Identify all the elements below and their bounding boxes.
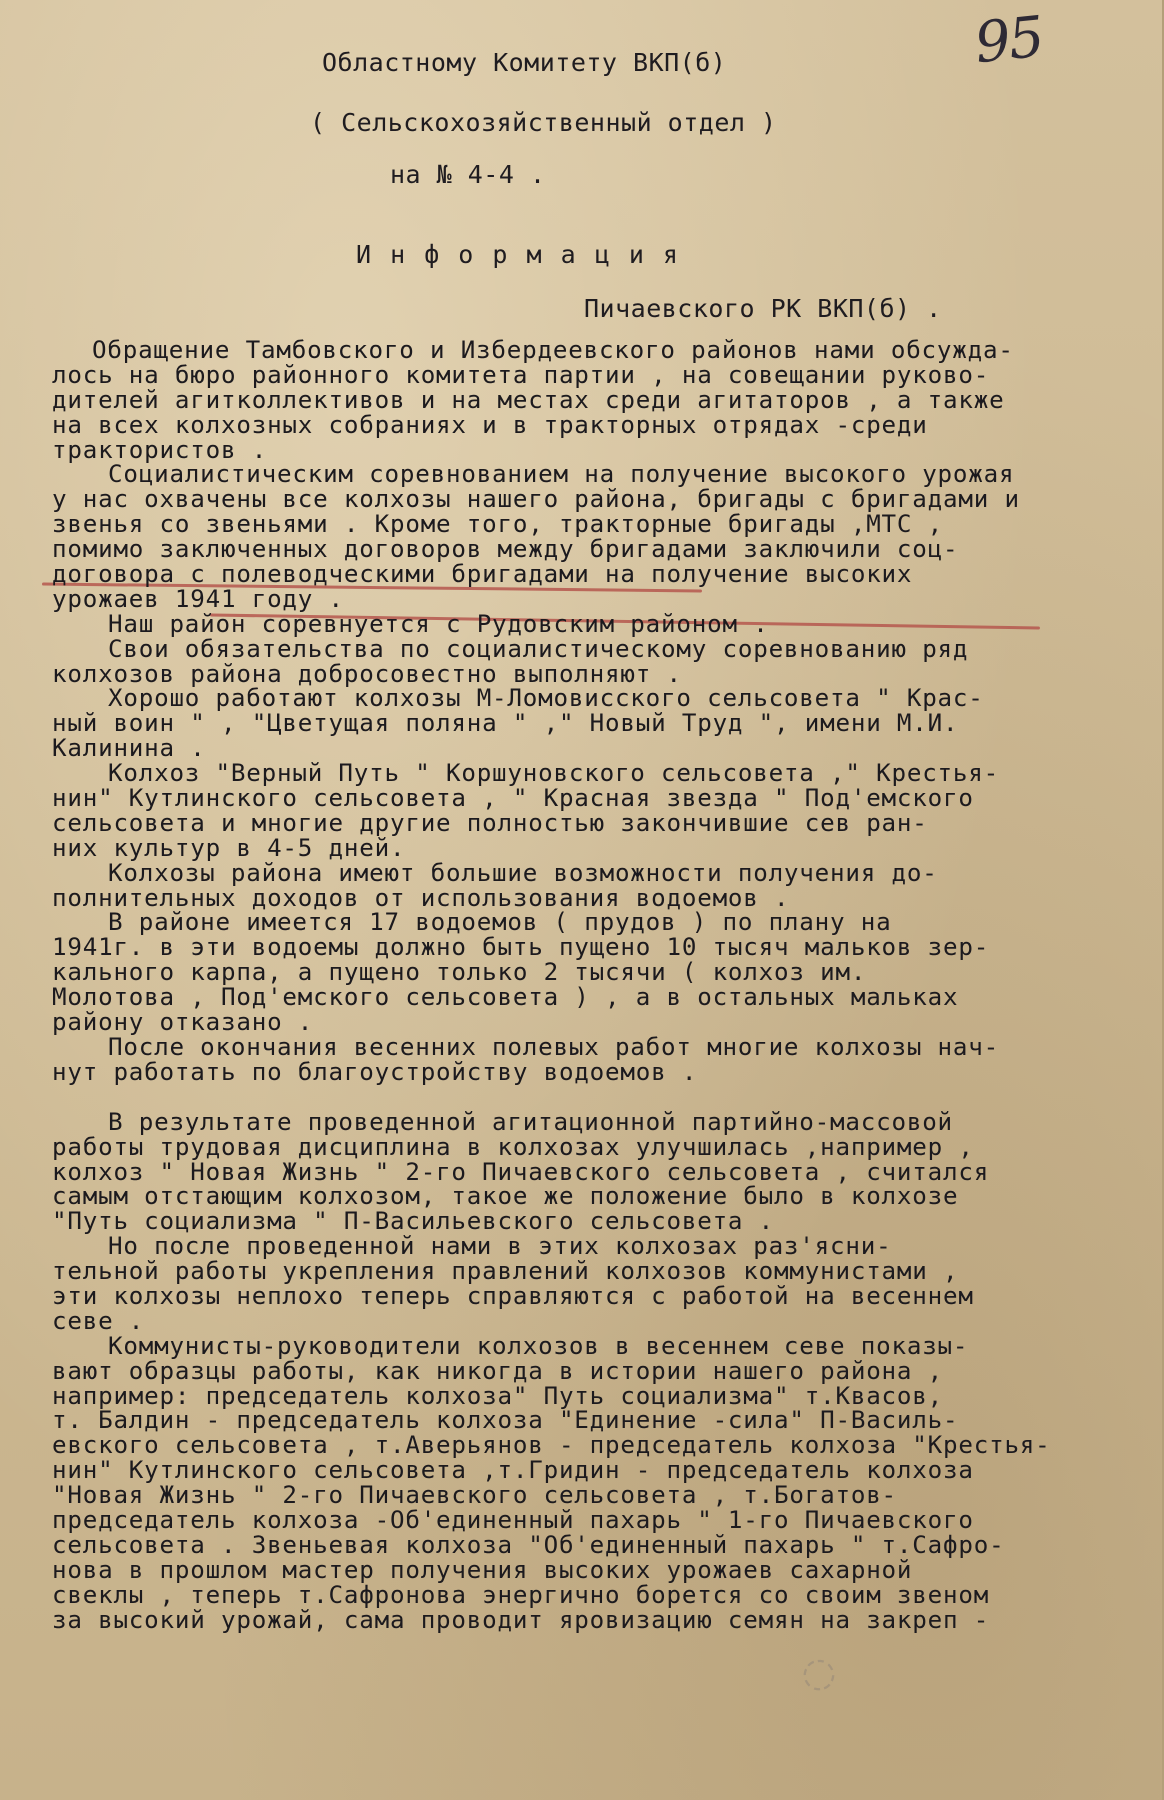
text-line: работы трудовая дисциплина в колхозах улучшилась ,например , — [52, 1132, 974, 1161]
paragraph — [52, 1032, 1132, 1086]
text-line: евского сельсовета , т.Аверьянов - председатель колхоза "Крестья- — [52, 1431, 1051, 1460]
paragraph — [52, 761, 1132, 861]
faint-stamp: ◌ — [789, 1644, 845, 1702]
paragraph — [52, 1234, 1132, 1334]
text-line: эти колхозы неплохо теперь справляются с работой на весеннем — [52, 1281, 974, 1310]
text-line: ный воин " , "Цветущая поляна " ," Новый Труд ", имени М.И. — [52, 709, 959, 738]
text-line: например: председатель колхоза" Путь социализма" т.Квасов, — [52, 1381, 944, 1410]
addressee-line: Областному Комитету ВКП(б) — [322, 48, 727, 77]
text-line: нут работать по благоустройству водоемов . — [52, 1057, 698, 1086]
text-line: полнительных доходов от использования водоемов . — [52, 883, 790, 912]
text-line: "Путь социализма " П-Васильевского сельсовета . — [52, 1207, 775, 1236]
paragraph — [52, 858, 1132, 912]
text-line: сельсовета и многие другие полностью закончившие сев ран- — [52, 808, 928, 837]
folio-number: 95 — [971, 4, 1046, 77]
text-line: 1941г. в эти водоемы должно быть пущено 10 тысяч мальков зер- — [52, 933, 990, 962]
department-line: ( Сельскохозяйственный отдел ) — [310, 108, 777, 137]
text-line: Колхозы района имеют большие возможности получения до- — [108, 858, 938, 887]
text-line: председатель колхоза -Об'единенный пахарь " 1-го Пичаевского — [52, 1505, 974, 1534]
paragraph — [52, 462, 1132, 611]
text-line: севе . — [52, 1306, 145, 1335]
text-line: кального карпа, а пущено только 2 тысячи ( колхоз им. — [52, 958, 867, 987]
text-line: В районе имеется 17 водоемов ( прудов ) по плану на — [108, 908, 892, 937]
text-line: нин" Кутлинского сельсовета , " Красная звезда " Под'емского — [52, 784, 974, 813]
text-line: Свои обязательства по социалистическому соревнованию ряд — [108, 634, 969, 663]
paragraph — [52, 634, 1132, 688]
paragraph — [52, 686, 1132, 761]
reference-number: на № 4-4 . — [390, 160, 546, 189]
text-line: урожаев 1941 году . — [52, 584, 344, 613]
text-line: Коммунисты-руководители колхозов в весеннем севе показы- — [108, 1331, 969, 1360]
text-line: Наш район соревнуется с Рудовским районом . — [108, 609, 769, 638]
text-line: тельной работы укрепления правлений колхозов коммунистами , — [52, 1257, 959, 1286]
text-line: свеклы , теперь т.Сафронова энергично борется со своим звеном — [52, 1580, 990, 1609]
text-line: нова в прошлом мастер получения высоких урожаев сахарной — [52, 1555, 913, 1584]
text-line: району отказано . — [52, 1008, 314, 1037]
paragraph — [52, 609, 1132, 638]
text-line: них культур в 4-5 дней. — [52, 833, 406, 862]
paragraph — [52, 1331, 1132, 1634]
text-line: трактористов . — [52, 435, 268, 464]
text-line: дителей агитколлективов и на местах среди агитаторов , а также — [52, 385, 1005, 414]
paragraph-gap — [52, 1085, 1132, 1110]
text-line: колхозов района добросовестно выполняют . — [52, 659, 682, 688]
paragraph — [52, 1107, 1132, 1236]
document-body — [52, 338, 1132, 1632]
text-line: колхоз " Новая Жизнь " 2-го Пичаевского сельсовета , считался — [52, 1157, 990, 1186]
document-subtitle: Пичаевского РК ВКП(б) . — [584, 294, 942, 323]
text-line: т. Балдин - председатель колхоза "Единение -сила" П-Василь- — [52, 1406, 959, 1435]
text-line: лось на бюро районного комитета партии , на совещании руково- — [52, 360, 990, 389]
text-line: Калинина . — [52, 734, 206, 763]
text-line: договора с полеводческими бригадами на получение высоких — [52, 560, 913, 589]
text-line: самым отстающим колхозом, такое же положение было в колхозе — [52, 1182, 959, 1211]
text-line: Но после проведенной нами в этих колхозах раз'ясни- — [108, 1232, 892, 1261]
text-line: В результате проведенной агитационной партийно-массовой — [108, 1107, 953, 1136]
text-line: Колхоз "Верный Путь " Коршуновского сельсовета ," Крестья- — [108, 759, 1000, 788]
text-line: После окончания весенних полевых работ многие колхозы нач- — [108, 1032, 1000, 1061]
text-line: сельсовета . Звеньевая колхоза "Об'единенный пахарь " т.Сафро- — [52, 1530, 1005, 1559]
text-line: помимо заключенных договоров между бригадами заключили соц- — [52, 535, 959, 564]
text-line: вают образцы работы, как никогда в истории нашего района , — [52, 1356, 944, 1385]
text-line: Обращение Тамбовского и Избердеевского районов нами обсужда- — [92, 336, 1014, 364]
paragraph — [52, 338, 1132, 462]
document-title: И н ф о р м а ц и я — [356, 240, 680, 269]
text-line: Молотова , Под'емского сельсовета ) , а в остальных мальках — [52, 983, 959, 1012]
text-line: звенья со звеньями . Кроме того, тракторные бригады ,МТС , — [52, 510, 944, 539]
paragraph — [52, 908, 1132, 1037]
text-line: у нас охвачены все колхозы нашего района, бригады с бригадами и — [52, 485, 1020, 514]
text-line: Хорошо работают колхозы М-Ломовисского сельсовета " Крас- — [108, 684, 984, 713]
text-line: нин" Кутлинского сельсовета ,т.Гридин - председатель колхоза — [52, 1456, 974, 1485]
text-line: на всех колхозных собраниях и в тракторных отрядах -среди — [52, 410, 928, 439]
text-line: за высокий урожай, сама проводит яровизацию семян на закреп - — [52, 1605, 990, 1634]
text-line: "Новая Жизнь " 2-го Пичаевского сельсовета , т.Богатов- — [52, 1481, 897, 1510]
text-line: Социалистическим соревнованием на получение высокого урожая — [108, 460, 1015, 489]
